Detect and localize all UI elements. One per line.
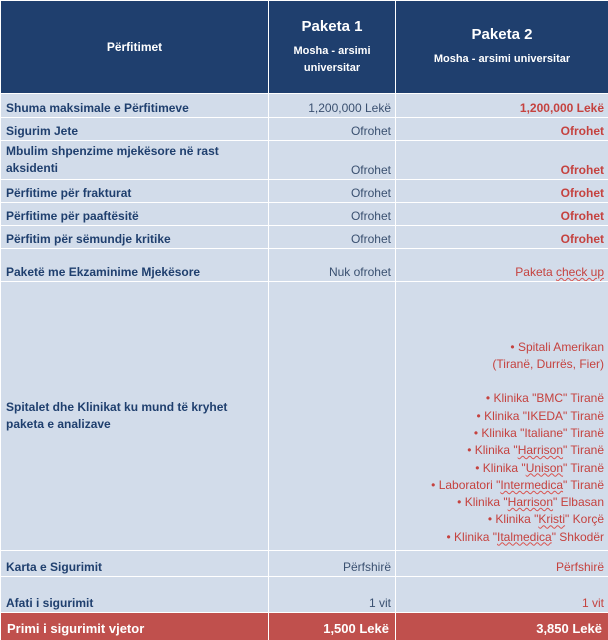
package2-header — [396, 1, 608, 94]
benefit-label: Sigurim Jete — [1, 118, 269, 141]
package1-value: Ofrohet — [269, 141, 396, 180]
package1-total: 1,500 Lekë — [269, 613, 396, 640]
benefit-label: Përfitime për paaftësitë — [1, 203, 269, 226]
package2-value: 1 vit — [396, 577, 608, 613]
package1-value: Përfshirë — [269, 551, 396, 577]
benefits-column-header: Përfitimet — [1, 1, 269, 94]
benefit-label: Mbulim shpenzime mjekësore në rast aksidenti — [1, 141, 269, 180]
package1-title: Paketa 1 — [301, 17, 363, 35]
term-label: Afati i sigurimit — [1, 577, 269, 613]
package2-total: 3,850 Lekë — [396, 613, 608, 640]
benefit-label: Përfitime për frakturat — [1, 180, 269, 203]
package1-value: 1 vit — [269, 577, 396, 613]
list-item: • Klinika "Italiane" Tiranë — [473, 425, 604, 440]
benefit-label: Shuma maksimale e Përfitimeve — [1, 94, 269, 118]
package1-value: 1,200,000 Lekë — [269, 94, 396, 118]
package1-value: Ofrohet — [269, 226, 396, 249]
package1-value: Ofrohet — [269, 180, 396, 203]
package1-value: Ofrohet — [269, 118, 396, 141]
list-item: • Klinika "Italmedica" Shkodër — [446, 529, 604, 544]
benefit-label: Paketë me Ekzaminime Mjekësore — [1, 249, 269, 282]
package2-value: Paketa check up — [396, 249, 608, 282]
package1-value: Ofrohet — [269, 203, 396, 226]
list-item: • Klinika "Kristi" Korçë — [487, 512, 604, 527]
table-row — [1, 249, 608, 282]
total-label: Primi i sigurimit vjetor — [1, 613, 269, 640]
package2-value: Përfshirë — [396, 551, 608, 577]
package2-value: 1,200,000 Lekë — [396, 94, 608, 118]
clinics-row — [1, 282, 608, 551]
table-row — [1, 577, 608, 613]
clinics-list — [396, 282, 608, 551]
benefit-label: Përfitim për sëmundje kritike — [1, 226, 269, 249]
table-row — [1, 551, 608, 577]
package2-value: Ofrohet — [396, 203, 608, 226]
list-item: • Laboratori "Intermedica" Tiranë — [431, 477, 604, 492]
package2-title: Paketa 2 — [471, 26, 533, 43]
table-row — [1, 94, 608, 118]
package1-header — [269, 1, 396, 94]
table-row — [1, 226, 608, 249]
list-item: • Klinika "Unison" Tiranë — [475, 460, 604, 475]
list-item: • Klinika "IKEDA" Tiranë — [476, 408, 604, 423]
package2-value: Ofrohet — [396, 141, 608, 180]
package2-value: Ofrohet — [396, 118, 608, 141]
list-item: • Klinika "Harrison" Tiranë — [467, 443, 604, 458]
table-row — [1, 203, 608, 226]
package1-subtitle: Mosha - arsimi universitar — [293, 44, 371, 74]
table-row — [1, 180, 608, 203]
card-label: Karta e Sigurimit — [1, 551, 269, 577]
package2-value: Ofrohet — [396, 226, 608, 249]
clinics-label: Spitalet dhe Klinikat ku mund të kryhet paketa e analizave — [1, 282, 269, 551]
list-item: • Spitali Amerikan — [510, 339, 604, 354]
package2-subtitle: Mosha - arsimi universitar — [433, 53, 571, 65]
list-item: • Klinika "BMC" Tiranë — [485, 391, 604, 406]
package2-value: Ofrohet — [396, 180, 608, 203]
total-row — [1, 613, 608, 640]
package1-value: Nuk ofrohet — [269, 249, 396, 282]
list-item: • Klinika "Harrison" Elbasan — [457, 495, 604, 510]
package1-clinics — [269, 282, 396, 551]
list-item-sub: (Tiranë, Durrës, Fier) — [492, 357, 604, 372]
table-row — [1, 118, 608, 141]
table-row — [1, 141, 608, 180]
header-row — [1, 1, 608, 94]
